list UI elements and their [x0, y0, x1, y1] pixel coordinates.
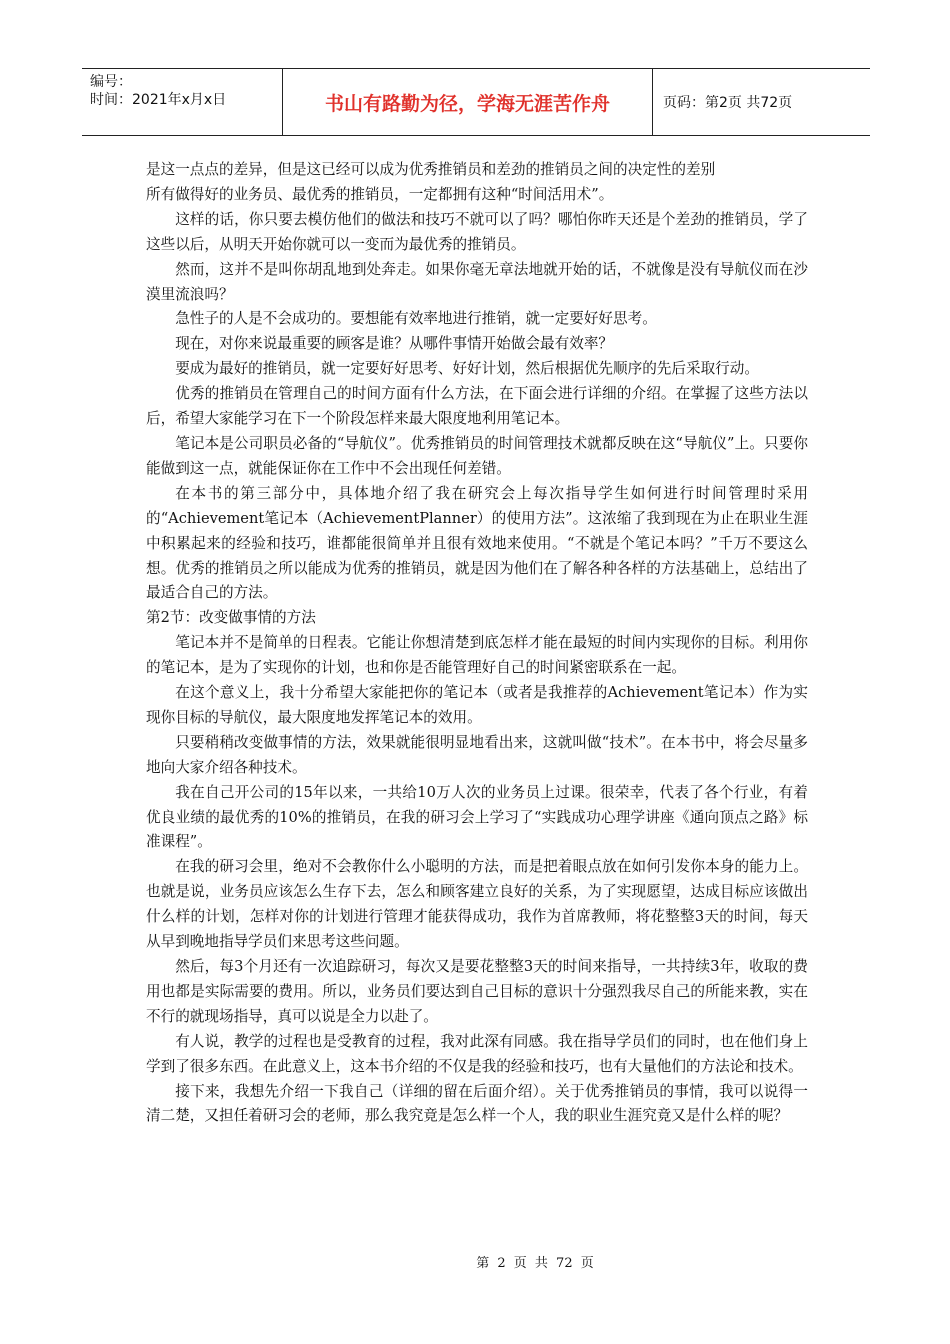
document-number-label: 编号： [90, 74, 132, 90]
document-body [146, 158, 808, 1129]
body-paragraph: 接下来，我想先介绍一下我自己（详细的留在后面介绍）。关于优秀推销员的事情，我可以说得一清二楚，又担任着研习会的老师，那么我究竟是怎么样一个人，我的职业生涯究竟又是什么样的呢？ [146, 1082, 808, 1125]
body-paragraph: 笔记本是公司职员必备的“导航仪”。优秀推销员的时间管理技术就都反映在这“导航仪”上。只要你能做到这一点，就能保证你在工作中不会出现任何差错。 [146, 434, 808, 477]
body-paragraph: 第2节：改变做事情的方法 [146, 609, 316, 627]
body-paragraph: 然后，每3个月还有一次追踪研习，每次又是要花整整3天的时间来指导，一共持续3年，收取的费用也都是实际需要的费用。所以，业务员们要达到自己目标的意识十分强烈我尽自己的所能来教，实在不行的就现场指导，真可以说是全力以赴了。 [146, 958, 808, 1025]
body-paragraph: 在本书的第三部分中，具体地介绍了我在研究会上每次指导学生如何进行时间管理时采用的“Achievement笔记本（AchievementPlanner）的使用方法”。这浓缩了我到现在为止在职业生涯中积累起来的经验和技巧，谁都能很简单并且很有效地来使用。“不就是个笔记本吗？”千万不要这么想。优秀的推销员之所以能成为优秀的推销员，就是因为他们在了解各种各样的方法基础上，总结出了最适合自己的方法。 [146, 484, 808, 602]
body-paragraph: 笔记本并不是简单的日程表。它能让你想清楚到底怎样才能在最短的时间内实现你的目标。利用你的笔记本，是为了实现你的计划，也和你是否能管理好自己的时间紧密联系在一起。 [146, 634, 808, 677]
body-paragraph: 是这一点点的差异，但是这已经可以成为优秀推销员和差劲的推销员之间的决定性的差别 [146, 161, 716, 178]
body-paragraph: 在我的研习会里，绝对不会教你什么小聪明的方法，而是把着眼点放在如何引发你本身的能力上。也就是说，业务员应该怎么生存下去，怎么和顾客建立良好的关系，为了实现愿望，达成目标应该做出什么样的计划，怎样对你的计划进行管理才能获得成功，我作为首席教师，将花整整3天的时间，每天从早到晚地指导学员们来思考这些问题。 [146, 858, 808, 951]
body-paragraph: 现在，对你来说最重要的顾客是谁？从哪件事情开始做会最有效率？ [175, 335, 614, 353]
body-paragraph: 所有做得好的业务员、最优秀的推销员，一定都拥有这种“时间活用术”。 [146, 185, 614, 203]
body-paragraph: 在这个意义上，我十分希望大家能把你的笔记本（或者是我推荐的Achievement笔记本）作为实现你目标的导航仪，最大限度地发挥笔记本的效用。 [146, 684, 808, 726]
document-date: 时间：2021年x月x日 [90, 92, 227, 108]
page-header [82, 68, 870, 136]
body-paragraph: 要成为最好的推销员，就一定要好好思考、好好计划，然后根据优先顺序的先后采取行动。 [175, 360, 759, 378]
page-footer: 第 2 页 共 72 页 [476, 1256, 594, 1271]
body-paragraph: 急性子的人是不会成功的。要想能有效率地进行推销，就一定要好好思考。 [175, 310, 657, 328]
header-motto: 书山有路勤为径，学海无涯苦作舟 [283, 69, 653, 135]
body-paragraph: 只要稍稍改变做事情的方法，效果就能很明显地看出来，这就叫做“技术”。在本书中，将会尽量多地向大家介绍各种技术。 [146, 733, 808, 776]
body-paragraph: 这样的话，你只要去模仿他们的做法和技巧不就可以了吗？哪怕你昨天还是个差劲的推销员，学了这些以后，从明天开始你就可以一变而为最优秀的推销员。 [146, 210, 808, 253]
header-page-info: 页码：第2页 共72页 [663, 95, 793, 111]
header-meta [82, 69, 283, 135]
body-paragraph: 然而，这并不是叫你胡乱地到处奔走。如果你毫无章法地就开始的话，不就像是没有导航仪而在沙漠里流浪吗？ [146, 260, 808, 303]
body-paragraph: 优秀的推销员在管理自己的时间方面有什么方法，在下面会进行详细的介绍。在掌握了这些方法以后，希望大家能学习在下一个阶段怎样来最大限度地利用笔记本。 [146, 385, 808, 428]
body-paragraph: 我在自己开公司的15年以来，一共给10万人次的业务员上过课。很荣幸，代表了各个行业，有着优良业绩的最优秀的10%的推销员，在我的研习会上学习了“实践成功心理学讲座《通向顶点之路》标准课程”。 [146, 783, 808, 851]
body-paragraph: 有人说，教学的过程也是受教育的过程，我对此深有同感。我在指导学员们的同时，也在他们身上学到了很多东西。在此意义上，这本书介绍的不仅是我的经验和技巧，也有大量他们的方法论和技术。 [146, 1032, 808, 1075]
